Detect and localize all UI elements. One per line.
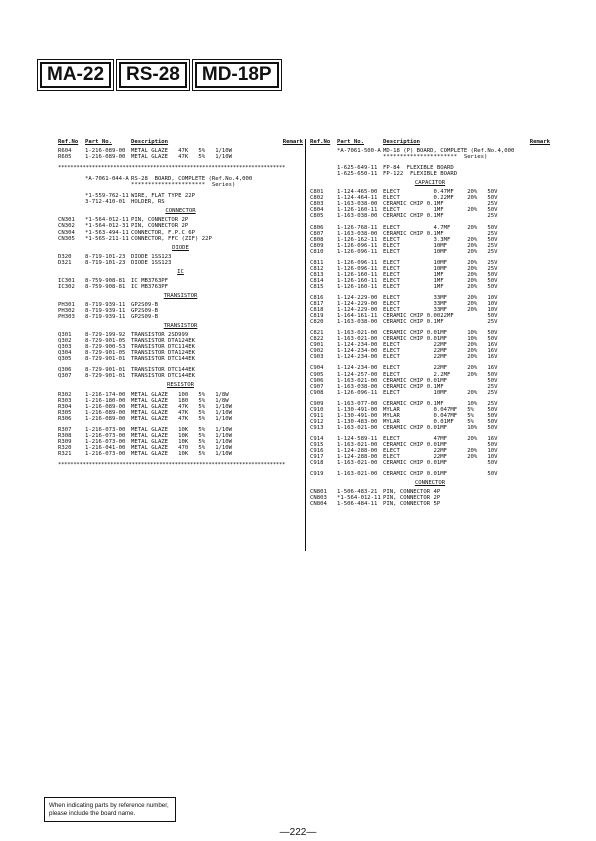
part-no: 1-163-021-00 — [337, 424, 378, 431]
description: CERAMIC CHIP 0.01MF 10% 50V — [383, 424, 498, 431]
description: ELECT 10MF 20% 25V — [383, 265, 498, 272]
description: ELECT 22MF 20% 10V — [383, 454, 498, 461]
part-no: 1-126-096-11 — [337, 248, 378, 255]
part-no: 1-126-160-11 — [337, 207, 378, 214]
reference-note: When indicating parts by reference number, please include the board name. — [44, 797, 176, 822]
part-no: 8-719-101-23 — [85, 253, 126, 260]
part-no: 1-163-021-00 — [337, 330, 378, 337]
part-no: 1-124-229-00 — [337, 307, 378, 314]
ref-no: C913 — [310, 424, 324, 431]
parts-row — [310, 213, 550, 219]
ref-no: C917 — [310, 454, 324, 461]
ref-no: C812 — [310, 265, 324, 272]
description: CONNECTOR, FFC (ZIF) 22P — [131, 235, 212, 242]
part-no: 8-729-901-05 — [85, 338, 126, 345]
ref-no: C818 — [310, 307, 324, 314]
part-no: 1-126-096-11 — [337, 242, 378, 249]
parts-row — [310, 471, 550, 477]
ref-no: C807 — [310, 230, 324, 237]
ref-no: D321 — [58, 259, 72, 266]
part-no: 1-126-096-11 — [337, 265, 378, 272]
description: TRANSISTOR DTC114EK — [131, 344, 195, 351]
description: ELECT 22MF 20% 16V — [383, 342, 498, 349]
ref-no: Q302 — [58, 338, 72, 345]
description: TRANSISTOR DTC144EK — [131, 373, 195, 380]
ref-no: C817 — [310, 301, 324, 308]
ref-no: Q304 — [58, 350, 72, 357]
part-no: 1-216-089-00 — [85, 403, 126, 410]
part-no: *A-7061-044-A — [85, 176, 129, 183]
description: WIRE, FLAT TYPE 22P — [131, 193, 195, 200]
ref-no: C816 — [310, 294, 324, 301]
part-no: 8-719-101-23 — [85, 259, 126, 266]
parts-row — [310, 390, 550, 396]
ref-no: CN302 — [58, 223, 75, 230]
header-remark: Remark — [282, 139, 303, 145]
part-no: 1-130-491-00 — [337, 406, 378, 413]
part-no: 1-163-021-00 — [337, 336, 378, 343]
description: ELECT 0.22MF 20% 50V — [383, 195, 498, 202]
ref-no: R304 — [58, 403, 72, 410]
separator-line: ************************************************************************** — [58, 461, 286, 468]
parts-row — [58, 373, 303, 379]
ref-no: R605 — [58, 154, 72, 161]
ref-no: C820 — [310, 319, 324, 326]
header-part: Part No. — [337, 139, 364, 145]
description: PIN, CONNECTOR 2P — [383, 495, 441, 502]
part-no: 1-163-077-00 — [337, 400, 378, 407]
description: METAL GLAZE 10K 5% 1/10W — [131, 426, 233, 433]
description: PIN, CONNECTOR 2P — [131, 223, 189, 230]
part-no: 1-216-073-00 — [85, 426, 126, 433]
description: GP2S09-B — [131, 307, 158, 314]
part-no: 1-216-089-00 — [85, 409, 126, 416]
column-divider — [305, 139, 306, 551]
ref-no — [58, 182, 85, 188]
description: CERAMIC CHIP 0.1MF 25V — [383, 201, 498, 208]
part-no: 1-163-021-00 — [337, 460, 378, 467]
part-no: 1-130-483-00 — [337, 418, 378, 425]
parts-row — [58, 416, 303, 422]
description: ELECT 22MF 20% 16V — [383, 365, 498, 372]
part-no: 1-506-484-11 — [337, 501, 378, 508]
parts-row — [310, 171, 550, 177]
ref-no: C801 — [310, 189, 324, 196]
part-no: 1-124-234-00 — [337, 365, 378, 372]
description: ELECT 10MF 20% 25V — [383, 242, 498, 249]
model-label: MD-18P — [195, 62, 279, 88]
ref-no: R303 — [58, 397, 72, 404]
description: METAL GLAZE 180 5% 1/8W — [131, 397, 229, 404]
part-no: 1-216-073-00 — [85, 432, 126, 439]
parts-row — [310, 354, 550, 360]
part-no: 1-126-162-11 — [337, 236, 378, 243]
ref-no: Q307 — [58, 373, 72, 380]
description: GP2S09-B — [131, 301, 158, 308]
parts-row — [310, 460, 550, 466]
ref-no: C815 — [310, 283, 324, 290]
ref-no: C822 — [310, 336, 324, 343]
description: ELECT 10MF 20% 25V — [383, 259, 498, 266]
description: METAL GLAZE 10K 5% 1/10W — [131, 432, 233, 439]
section-title: TRANSISTOR — [163, 323, 198, 330]
ref-no: C808 — [310, 236, 324, 243]
description: ELECT 10MF 20% 25V — [383, 248, 498, 255]
description: CERAMIC CHIP 0.1MF 25V — [383, 383, 498, 390]
description: CERAMIC CHIP 0.01MF 50V — [383, 471, 498, 478]
description: PIN, CONNECTOR 5P — [383, 501, 441, 508]
part-no: 1-126-768-11 — [337, 224, 378, 231]
ref-no: IC301 — [58, 277, 75, 284]
parts-row — [58, 199, 303, 205]
parts-row — [58, 260, 303, 266]
parts-row — [310, 319, 550, 325]
parts-list-right — [310, 139, 550, 507]
ref-no: C918 — [310, 460, 324, 467]
part-no: 1-163-021-00 — [337, 441, 378, 448]
ref-no: C809 — [310, 242, 324, 249]
ref-no: D320 — [58, 253, 72, 260]
part-no: *1-565-211-11 — [85, 235, 129, 242]
ref-no: PH301 — [58, 301, 75, 308]
description: ELECT 2.2MF 20% 50V — [383, 371, 498, 378]
ref-no: R321 — [58, 450, 72, 457]
ref-no: R306 — [58, 415, 72, 422]
ref-no: C805 — [310, 213, 324, 220]
description: CERAMIC CHIP 0.0022MF 50V — [383, 313, 498, 320]
ref-no: C912 — [310, 418, 324, 425]
part-no: 1-124-465-00 — [337, 189, 378, 196]
ref-no: Q306 — [58, 367, 72, 374]
description: ELECT 1MF 20% 50V — [383, 283, 498, 290]
section-title: DIODE — [172, 244, 189, 251]
ref-no: C811 — [310, 259, 324, 266]
ref-no — [310, 154, 337, 160]
ref-no: CN804 — [310, 501, 327, 508]
ref-no: PH303 — [58, 314, 75, 321]
header-ref: Ref.No — [58, 139, 79, 145]
parts-row — [58, 236, 303, 242]
description: MD-18 (P) BOARD, COMPLETE (Ref.No.4,000 — [383, 148, 515, 155]
part-no — [337, 154, 383, 160]
description: TRANSISTOR DTA124EK — [131, 350, 195, 357]
ref-no: R604 — [58, 148, 72, 155]
ref-no: CN803 — [310, 495, 327, 502]
description: ELECT 1MF 20% 50V — [383, 277, 498, 284]
part-no: 1-124-234-00 — [337, 354, 378, 361]
part-no: 8-719-939-11 — [85, 314, 126, 321]
parts-row — [58, 451, 303, 457]
part-no: 8-729-901-01 — [85, 367, 126, 374]
part-no: *1-564-012-11 — [85, 217, 129, 224]
part-no: 1-124-229-00 — [337, 294, 378, 301]
parts-row — [310, 154, 550, 160]
part-no: 1-163-021-00 — [337, 471, 378, 478]
ref-no: C806 — [310, 224, 324, 231]
description: TRANSISTOR DTA124EK — [131, 338, 195, 345]
part-no: 1-163-038-00 — [337, 201, 378, 208]
description: CERAMIC CHIP 0.01MF 50V — [383, 441, 498, 448]
ref-no: CN301 — [58, 217, 75, 224]
part-no: 1-124-288-00 — [337, 454, 378, 461]
description: ********************** Series) — [383, 154, 488, 161]
description: IC MB3763PF — [131, 277, 169, 284]
description: CERAMIC CHIP 0.01MF 50V — [383, 460, 498, 467]
ref-no: C914 — [310, 435, 324, 442]
part-no: *1-564-012-31 — [85, 223, 129, 230]
ref-no: C909 — [310, 400, 324, 407]
part-no: 8-719-939-11 — [85, 307, 126, 314]
description: CERAMIC CHIP 0.1MF 25V — [383, 230, 498, 237]
part-no — [85, 182, 131, 188]
ref-no: C905 — [310, 371, 324, 378]
ref-no: R307 — [58, 426, 72, 433]
ref-no: C910 — [310, 406, 324, 413]
description: ********************** Series) — [131, 182, 236, 189]
description: METAL GLAZE 10K 5% 1/10W — [131, 438, 233, 445]
description: MYLAR 0.047MF 5% 50V — [383, 406, 498, 413]
description: PIN, CONNECTOR 2P — [131, 217, 189, 224]
description: METAL GLAZE 470 5% 1/10W — [131, 444, 233, 451]
part-no: 1-216-089-00 — [85, 154, 126, 161]
ref-no: C901 — [310, 342, 324, 349]
ref-no: C814 — [310, 277, 324, 284]
part-no: *1-559-762-11 — [85, 193, 129, 200]
part-no: 8-729-900-53 — [85, 344, 126, 351]
ref-no — [58, 199, 85, 205]
part-no: 1-216-180-00 — [85, 397, 126, 404]
section-title: TRANSISTOR — [163, 292, 198, 299]
parts-row — [310, 284, 550, 290]
description: TRANSISTOR DTC144EK — [131, 367, 195, 374]
model-label: MA-22 — [40, 62, 111, 88]
description: PIN, CONNECTOR 4P — [383, 489, 441, 496]
ref-no: CN801 — [310, 489, 327, 496]
part-no: 1-216-041-00 — [85, 444, 126, 451]
ref-no: R320 — [58, 444, 72, 451]
description: ELECT 10MF 20% 25V — [383, 389, 498, 396]
part-no: 1-124-288-00 — [337, 448, 378, 455]
description: CERAMIC CHIP 0.01MF 10% 50V — [383, 330, 498, 337]
part-no: 1-163-038-00 — [337, 213, 378, 220]
header-remark: Remark — [529, 139, 550, 145]
part-no: 1-124-229-00 — [337, 301, 378, 308]
description: HOLDER, RS — [131, 199, 165, 206]
ref-no: R305 — [58, 409, 72, 416]
description: ELECT 22MF 20% 10V — [383, 448, 498, 455]
description: ELECT 4.7MF 20% 50V — [383, 224, 498, 231]
header-desc: Description — [131, 139, 169, 145]
ref-no: Q303 — [58, 344, 72, 351]
description: CERAMIC CHIP 0.1MF 10% 25V — [383, 400, 498, 407]
section-title: CAPACITOR — [414, 180, 446, 187]
header-part: Part No. — [85, 139, 112, 145]
parts-row — [310, 501, 550, 507]
column-header — [310, 139, 550, 145]
part-no: 1-216-073-00 — [85, 438, 126, 445]
part-no: 1-216-174-00 — [85, 391, 126, 398]
ref-no: C819 — [310, 313, 324, 320]
parts-row — [58, 356, 303, 362]
ref-no: IC302 — [58, 283, 75, 290]
part-no: 1-124-257-00 — [337, 371, 378, 378]
ref-no: C906 — [310, 377, 324, 384]
ref-no: PH302 — [58, 307, 75, 314]
part-no: 1-124-589-11 — [337, 435, 378, 442]
ref-no: C916 — [310, 448, 324, 455]
part-no: 8-759-908-81 — [85, 283, 126, 290]
description: CONNECTOR, F.P.C 6P — [131, 229, 195, 236]
part-no: 1-163-038-00 — [337, 319, 378, 326]
description: METAL GLAZE 47K 5% 1/10W — [131, 403, 233, 410]
description: ELECT 3.3MF 20% 50V — [383, 236, 498, 243]
part-no: 3-712-410-01 — [85, 199, 126, 206]
part-no: 1-164-161-11 — [337, 313, 378, 320]
part-no: 1-126-160-11 — [337, 271, 378, 278]
part-no: 1-625-650-11 — [337, 171, 378, 178]
model-labels — [40, 62, 279, 88]
parts-row — [58, 182, 303, 188]
ref-no: CN304 — [58, 229, 75, 236]
part-no: 1-625-649-11 — [337, 165, 378, 172]
description: GP2S09-B — [131, 314, 158, 321]
description: DIODE 1SS123 — [131, 253, 172, 260]
ref-no — [310, 171, 337, 177]
ref-no: R309 — [58, 438, 72, 445]
part-no: 1-126-160-11 — [337, 283, 378, 290]
description: FP-122 FLEXIBLE BOARD — [383, 171, 458, 178]
description: ELECT 33MF 20% 10V — [383, 301, 498, 308]
part-no: *A-7061-500-A — [337, 148, 381, 155]
section-title: RESISTOR — [167, 382, 194, 389]
description: ELECT 33MF 20% 10V — [383, 307, 498, 314]
part-no: 1-130-491-00 — [337, 412, 378, 419]
section-title: IC — [177, 268, 184, 275]
section-title: CONNECTOR — [414, 480, 446, 487]
description: ELECT 47MF 20% 16V — [383, 435, 498, 442]
part-no: 1-506-483-21 — [337, 489, 378, 496]
ref-no: C904 — [310, 365, 324, 372]
ref-no: C907 — [310, 383, 324, 390]
description: IC MB3763PF — [131, 283, 169, 290]
description: CERAMIC CHIP 0.1MF 25V — [383, 319, 498, 326]
parts-row — [58, 154, 303, 160]
ref-no: Q301 — [58, 332, 72, 339]
part-no: 1-163-038-00 — [337, 230, 378, 237]
description: METAL GLAZE 47K 5% 1/10W — [131, 154, 233, 161]
part-no: 8-729-901-01 — [85, 356, 126, 363]
header-ref: Ref.No — [310, 139, 331, 145]
part-no: 1-216-073-00 — [85, 450, 126, 457]
header-desc: Description — [383, 139, 421, 145]
description: TRANSISTOR 2SD999 — [131, 332, 189, 339]
description: ELECT 22MF 20% 16V — [383, 354, 498, 361]
description: METAL GLAZE 100 5% 1/8W — [131, 391, 229, 398]
description: METAL GLAZE 10K 5% 1/10W — [131, 450, 233, 457]
part-no: 8-729-901-05 — [85, 350, 126, 357]
ref-no: Q305 — [58, 356, 72, 363]
ref-no: C908 — [310, 389, 324, 396]
part-no: 1-216-089-00 — [85, 148, 126, 155]
description: CERAMIC CHIP 0.01MF 10% 50V — [383, 336, 498, 343]
ref-no: C821 — [310, 330, 324, 337]
description: METAL GLAZE 47K 5% 1/10W — [131, 148, 233, 155]
ref-no: R308 — [58, 432, 72, 439]
ref-no: C804 — [310, 207, 324, 214]
ref-no: C810 — [310, 248, 324, 255]
ref-no: C919 — [310, 471, 324, 478]
part-no: 1-124-464-11 — [337, 195, 378, 202]
description: ELECT 0.47MF 20% 50V — [383, 189, 498, 196]
description: RS-28 BOARD, COMPLETE (Ref.No.4,000 — [131, 176, 253, 183]
part-no: 1-126-096-11 — [337, 389, 378, 396]
ref-no: C903 — [310, 354, 324, 361]
part-no: *1-563-494-11 — [85, 229, 129, 236]
ref-no: C803 — [310, 201, 324, 208]
description: TRANSISTOR DTC144EK — [131, 356, 195, 363]
description: METAL GLAZE 47K 5% 1/10W — [131, 415, 233, 422]
part-no: 1-163-038-00 — [337, 383, 378, 390]
ref-no: C911 — [310, 412, 324, 419]
description: ELECT 1MF 20% 50V — [383, 207, 498, 214]
separator-line: ************************************************************************** — [58, 165, 286, 172]
description: DIODE 1SS123 — [131, 259, 172, 266]
part-no: 8-729-901-01 — [85, 373, 126, 380]
part-no: 1-163-021-00 — [337, 377, 378, 384]
part-no: 8-719-939-11 — [85, 301, 126, 308]
ref-no: C902 — [310, 348, 324, 355]
ref-no: C813 — [310, 271, 324, 278]
description: ELECT 33MF 20% 10V — [383, 294, 498, 301]
parts-list-left — [58, 139, 303, 468]
parts-row — [310, 425, 550, 431]
page-number: —222— — [279, 827, 317, 838]
part-no: 1-124-234-00 — [337, 348, 378, 355]
ref-no: C915 — [310, 441, 324, 448]
model-label: RS-28 — [119, 62, 187, 88]
description: CERAMIC CHIP 0.1MF 25V — [383, 213, 498, 220]
parts-row — [310, 249, 550, 255]
parts-row — [58, 314, 303, 320]
description: ELECT 22MF 20% 16V — [383, 348, 498, 355]
description: FP-84 FLEXIBLE BOARD — [383, 165, 454, 172]
ref-no: C802 — [310, 195, 324, 202]
part-no: 1-126-096-11 — [337, 259, 378, 266]
section-title: CONNECTOR — [165, 208, 196, 215]
description: MYLAR 0.01MF 5% 50V — [383, 418, 498, 425]
description: CERAMIC CHIP 0.01MF 50V — [383, 377, 498, 384]
description: MYLAR 0.047MF 5% 50V — [383, 412, 498, 419]
part-no: 8-759-908-81 — [85, 277, 126, 284]
part-no: *1-564-012-11 — [337, 495, 381, 502]
description: METAL GLAZE 47K 5% 1/10W — [131, 409, 233, 416]
column-header — [58, 139, 303, 145]
part-no: 1-126-160-11 — [337, 277, 378, 284]
parts-row — [58, 284, 303, 290]
ref-no: R302 — [58, 391, 72, 398]
part-no: 1-216-089-00 — [85, 415, 126, 422]
description: ELECT 1MF 20% 50V — [383, 271, 498, 278]
ref-no: CN305 — [58, 235, 75, 242]
part-no: 1-124-234-00 — [337, 342, 378, 349]
part-no: 8-729-199-92 — [85, 332, 126, 339]
